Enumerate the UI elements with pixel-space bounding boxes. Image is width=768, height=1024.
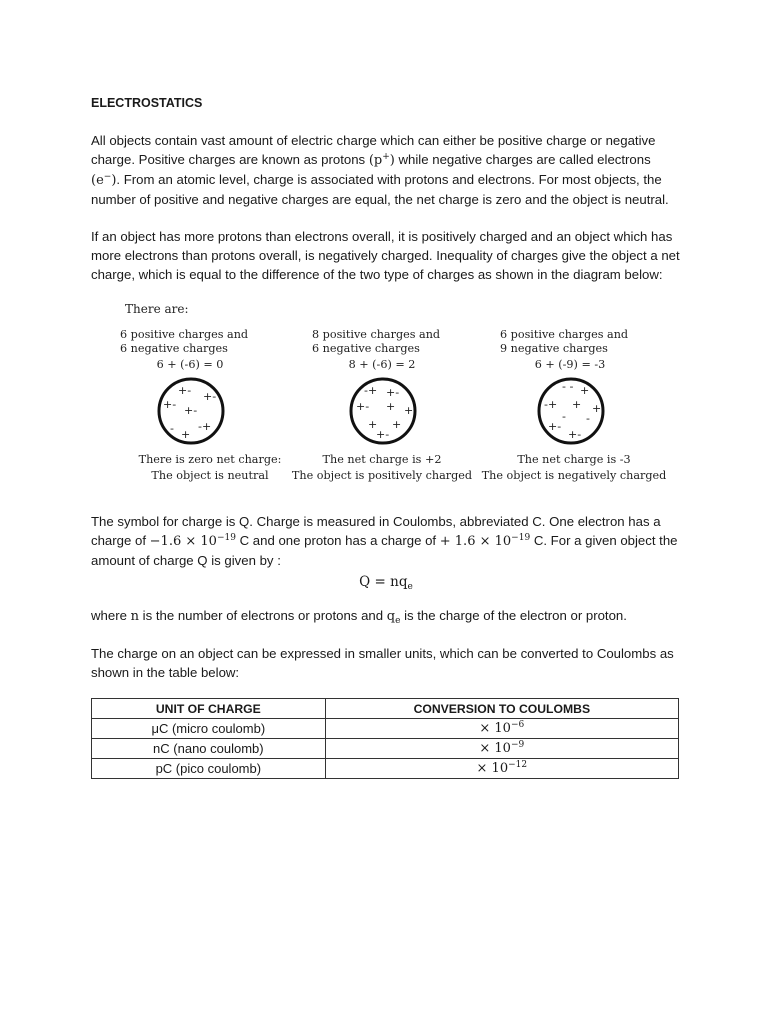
positive-object-circle bbox=[348, 376, 418, 446]
conversion-cell: × $10^{-12}$ bbox=[325, 759, 678, 779]
intro-text-3: . From an atomic level, charge is associated with protons and electrons. For most objects, the number of positive and negative charges are equal, the net charge is zero and the object is neutral. bbox=[91, 172, 669, 207]
unit-cell: nC (nano coulomb) bbox=[92, 739, 326, 759]
svg-text:+-: +- bbox=[184, 404, 198, 417]
page-title: ELECTROSTATICS bbox=[91, 96, 203, 110]
unit-cell: μC (micro coulomb) bbox=[92, 719, 326, 739]
negative-object-circle bbox=[536, 376, 606, 446]
table-row bbox=[92, 719, 679, 739]
svg-text:-+: -+ bbox=[544, 398, 558, 411]
svg-text:+: + bbox=[404, 404, 414, 417]
diagram-description: 8 positive charges and 6 negative charges bbox=[312, 328, 441, 355]
charge-formula: $Q = nq_e$ bbox=[359, 574, 413, 592]
svg-text:+: + bbox=[368, 418, 378, 431]
diagram-intro: There are: bbox=[125, 302, 189, 316]
units-paragraph: The charge on an object can be expressed in smaller units, which can be converted to Coulombs as shown in the table below: bbox=[91, 646, 674, 680]
conversion-cell: × $10^{-6}$ bbox=[325, 719, 678, 739]
svg-text:-+: -+ bbox=[364, 384, 378, 397]
electron-charge-value: $-1.6 \times 10^{-19}$ bbox=[149, 533, 236, 549]
diagram-negative bbox=[481, 328, 690, 482]
intro-paragraph bbox=[91, 131, 681, 209]
diagram-neutral bbox=[120, 328, 310, 482]
column-header: CONVERSION TO COULOMBS bbox=[325, 699, 678, 719]
diagram-description: 6 positive charges and 9 negative charges bbox=[500, 328, 629, 355]
svg-text:+-: +- bbox=[356, 400, 370, 413]
svg-text:+-: +- bbox=[178, 384, 192, 397]
svg-text:+: + bbox=[386, 400, 396, 413]
svg-text:+-: +- bbox=[386, 386, 400, 399]
diagram-equation: 8 + (-6) = 2 bbox=[348, 358, 416, 371]
net-charge-paragraph: If an object has more protons than electrons overall, it is positively charged and an object which has more electrons than protons overall, is negatively charged. Inequality of charges give the object a net charge, which is equal to the difference of the two type of charges as shown in the diagram below: bbox=[91, 229, 680, 282]
table-row bbox=[92, 759, 679, 779]
svg-text:+: + bbox=[181, 428, 191, 441]
diagram-caption: There is zero net charge: The object is neutral bbox=[138, 453, 282, 482]
diagram-caption: The net charge is -3 The object is negatively charged bbox=[481, 453, 667, 482]
conversion-cell: × $10^{-9}$ bbox=[325, 739, 678, 759]
document-page bbox=[91, 94, 681, 779]
conversion-table bbox=[91, 698, 679, 779]
svg-text:+-: +- bbox=[203, 390, 217, 403]
svg-text:+-: +- bbox=[376, 428, 390, 441]
svg-text:+-: +- bbox=[568, 428, 582, 441]
svg-text:+: + bbox=[572, 398, 582, 411]
diagram-equation: 6 + (-6) = 0 bbox=[156, 358, 224, 371]
svg-text:-: - bbox=[170, 422, 174, 435]
svg-text:-: - bbox=[586, 412, 590, 425]
svg-text:-: - bbox=[562, 410, 566, 423]
svg-text:+: + bbox=[592, 402, 602, 415]
diagram-positive bbox=[291, 328, 502, 482]
elementary-charge-symbol: $q_e$ bbox=[386, 609, 401, 626]
svg-text:+-: +- bbox=[548, 420, 562, 433]
unit-cell: pC (pico coulomb) bbox=[92, 759, 326, 779]
electron-symbol: (e−) bbox=[91, 172, 117, 188]
proton-symbol: (p+) bbox=[368, 152, 395, 168]
svg-text:-+: -+ bbox=[198, 420, 212, 433]
charge-symbol-paragraph: The symbol for charge is Q. Charge is measured in Coulombs, abbreviated C. One electron has a charge of $-1.6 \times 10^{-19}$ C and one proton has a charge of + $1.6 \times 10^{-19}$ C. For a given object the amount of charge Q is given by : bbox=[91, 514, 678, 568]
neutral-object-circle bbox=[156, 376, 226, 446]
diagram-description: 6 positive charges and 6 negative charges bbox=[120, 328, 249, 355]
svg-text:+: + bbox=[392, 418, 402, 431]
proton-charge-value: + $1.6 \times 10^{-19}$ bbox=[439, 533, 531, 549]
diagram-equation: 6 + (-9) = -3 bbox=[534, 358, 606, 371]
table-header-row bbox=[92, 699, 679, 719]
svg-text:- -: - - bbox=[562, 380, 574, 393]
diagram-caption: The net charge is +2 The object is positively charged bbox=[291, 453, 473, 482]
table-row bbox=[92, 739, 679, 759]
intro-text-2: while negative charges are called electrons bbox=[394, 152, 651, 167]
charge-diagram bbox=[107, 298, 667, 490]
svg-text:+-: +- bbox=[163, 398, 177, 411]
column-header: UNIT OF CHARGE bbox=[92, 699, 326, 719]
intro-text-1: All objects contain vast amount of electric charge which can either be positive charge or negative charge. Positive charges are known as protons bbox=[91, 133, 656, 167]
formula-explanation: where n is the number of electrons or protons and $q_e$ is the charge of the electron or proton. bbox=[91, 608, 627, 626]
svg-text:+: + bbox=[580, 384, 590, 397]
